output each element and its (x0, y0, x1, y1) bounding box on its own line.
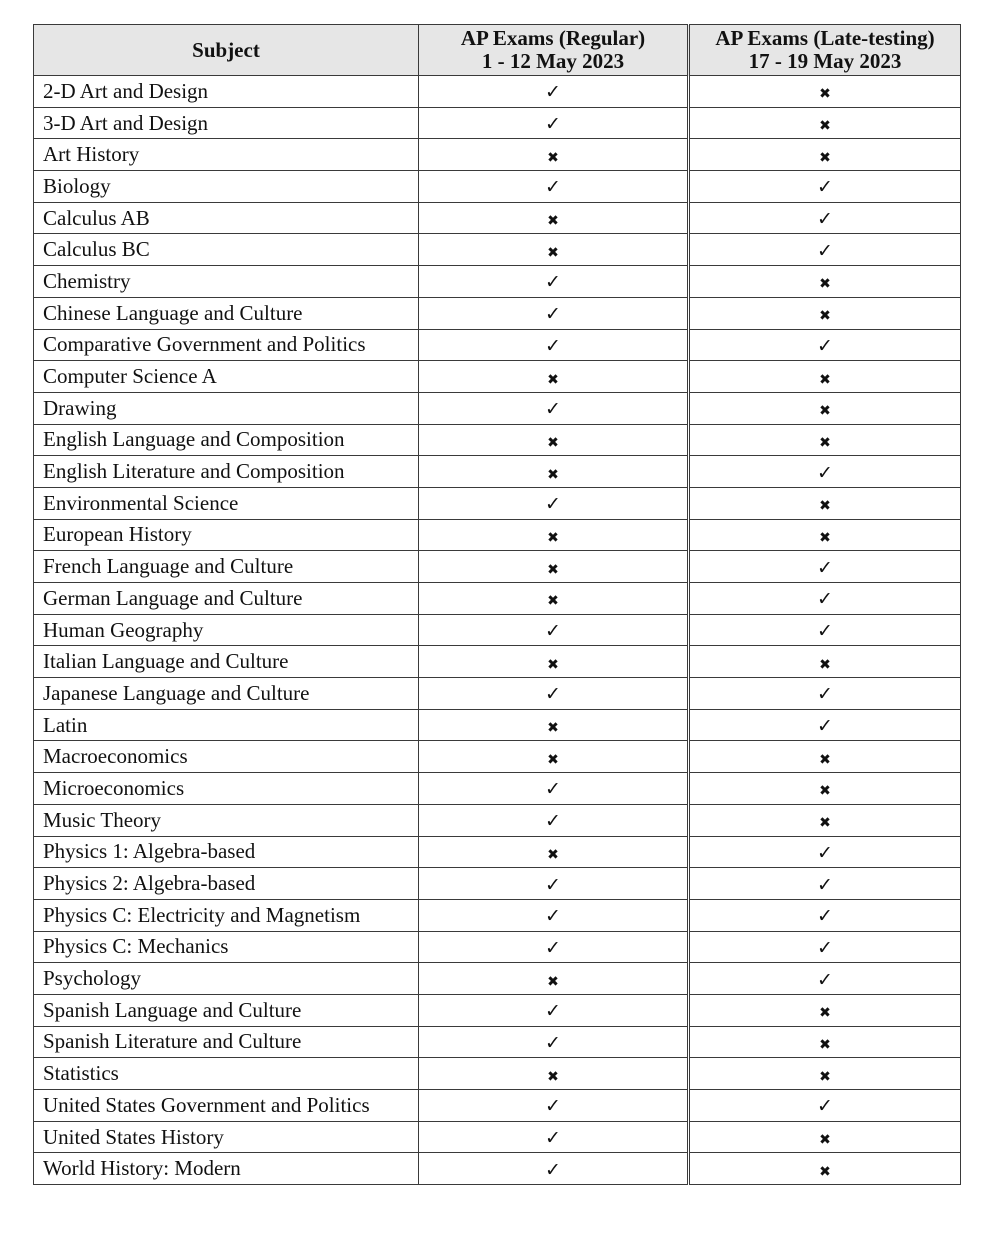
regular-availability-cell (419, 1121, 689, 1153)
regular-availability-cell (419, 107, 689, 139)
checkmark-icon: ✓ (545, 905, 561, 928)
late-availability-cell (689, 297, 961, 329)
cross-icon: ✖ (547, 213, 559, 230)
table-row (34, 709, 961, 741)
regular-availability-cell (419, 519, 689, 551)
cross-icon: ✖ (819, 751, 831, 768)
cross-icon: ✖ (547, 751, 559, 768)
regular-availability-cell (419, 551, 689, 583)
regular-availability-cell (419, 646, 689, 678)
cross-icon: ✖ (547, 593, 559, 610)
regular-availability-cell (419, 297, 689, 329)
regular-availability-cell (419, 963, 689, 995)
checkmark-icon: ✓ (817, 239, 833, 262)
table-row (34, 76, 961, 108)
late-availability-cell (689, 741, 961, 773)
header-row (34, 25, 961, 76)
cross-icon: ✖ (819, 403, 831, 420)
cross-icon: ✖ (547, 149, 559, 166)
subject-cell: United States History (34, 1121, 419, 1153)
regular-availability-cell (419, 614, 689, 646)
table-row (34, 773, 961, 805)
checkmark-icon: ✓ (545, 1000, 561, 1023)
cross-icon: ✖ (819, 1005, 831, 1022)
table-row (34, 836, 961, 868)
late-availability-cell (689, 678, 961, 710)
checkmark-icon: ✓ (545, 176, 561, 199)
table-row (34, 107, 961, 139)
checkmark-icon: ✓ (545, 1031, 561, 1054)
checkmark-icon: ✓ (817, 841, 833, 864)
cross-icon: ✖ (547, 466, 559, 483)
subject-cell: English Language and Composition (34, 424, 419, 456)
table-row (34, 646, 961, 678)
cross-icon: ✖ (819, 656, 831, 673)
regular-availability-cell (419, 424, 689, 456)
checkmark-icon: ✓ (545, 334, 561, 357)
late-availability-cell (689, 487, 961, 519)
checkmark-icon: ✓ (817, 556, 833, 579)
cross-icon: ✖ (819, 498, 831, 515)
late-availability-cell (689, 1121, 961, 1153)
subject-cell: European History (34, 519, 419, 551)
late-availability-cell (689, 456, 961, 488)
cross-icon: ✖ (819, 1163, 831, 1180)
regular-availability-cell (419, 709, 689, 741)
late-availability-cell (689, 266, 961, 298)
subject-cell: Physics C: Mechanics (34, 931, 419, 963)
checkmark-icon: ✓ (545, 398, 561, 421)
checkmark-icon: ✓ (817, 208, 833, 231)
table-row (34, 456, 961, 488)
cross-icon: ✖ (819, 434, 831, 451)
checkmark-icon: ✓ (545, 271, 561, 294)
subject-cell: Comparative Government and Politics (34, 329, 419, 361)
regular-availability-cell (419, 1058, 689, 1090)
late-availability-cell (689, 994, 961, 1026)
late-availability-cell (689, 836, 961, 868)
table-body (34, 76, 961, 1185)
subject-cell: Japanese Language and Culture (34, 678, 419, 710)
table-row (34, 931, 961, 963)
checkmark-icon: ✓ (817, 715, 833, 738)
subject-cell: Environmental Science (34, 487, 419, 519)
regular-availability-cell (419, 868, 689, 900)
cross-icon: ✖ (547, 973, 559, 990)
table-row (34, 329, 961, 361)
checkmark-icon: ✓ (545, 1095, 561, 1118)
regular-availability-cell (419, 931, 689, 963)
late-availability-cell (689, 1153, 961, 1185)
late-availability-cell (689, 899, 961, 931)
subject-cell: Latin (34, 709, 419, 741)
subject-cell: French Language and Culture (34, 551, 419, 583)
regular-availability-cell (419, 1090, 689, 1122)
checkmark-icon: ✓ (817, 905, 833, 928)
header-regular (419, 25, 689, 76)
cross-icon: ✖ (819, 1132, 831, 1149)
regular-availability-cell (419, 234, 689, 266)
late-availability-cell (689, 392, 961, 424)
checkmark-icon: ✓ (817, 176, 833, 199)
cross-icon: ✖ (819, 308, 831, 325)
subject-cell: 2-D Art and Design (34, 76, 419, 108)
regular-availability-cell (419, 139, 689, 171)
cross-icon: ✖ (547, 244, 559, 261)
subject-cell: Chemistry (34, 266, 419, 298)
subject-cell: English Literature and Composition (34, 456, 419, 488)
late-availability-cell (689, 583, 961, 615)
subject-cell: Human Geography (34, 614, 419, 646)
subject-cell: Spanish Literature and Culture (34, 1026, 419, 1058)
regular-availability-cell (419, 773, 689, 805)
header-late-dates: 17 - 19 May 2023 (748, 49, 902, 73)
cross-icon: ✖ (819, 276, 831, 293)
subject-cell: Computer Science A (34, 361, 419, 393)
subject-cell: Art History (34, 139, 419, 171)
checkmark-icon: ✓ (817, 968, 833, 991)
late-availability-cell (689, 202, 961, 234)
cross-icon: ✖ (819, 371, 831, 388)
table-row (34, 899, 961, 931)
checkmark-icon: ✓ (545, 778, 561, 801)
table-row (34, 994, 961, 1026)
checkmark-icon: ✓ (545, 1158, 561, 1181)
cross-icon: ✖ (819, 1036, 831, 1053)
late-availability-cell (689, 139, 961, 171)
checkmark-icon: ✓ (545, 1127, 561, 1150)
regular-availability-cell (419, 1153, 689, 1185)
cross-icon: ✖ (547, 1068, 559, 1085)
late-availability-cell (689, 329, 961, 361)
cross-icon: ✖ (819, 815, 831, 832)
regular-availability-cell (419, 76, 689, 108)
cross-icon: ✖ (547, 720, 559, 737)
header-late-title: AP Exams (Late-testing) (715, 26, 935, 50)
ap-exam-schedule-table (33, 24, 961, 1185)
checkmark-icon: ✓ (817, 683, 833, 706)
table-row (34, 614, 961, 646)
late-availability-cell (689, 868, 961, 900)
regular-availability-cell (419, 487, 689, 519)
subject-cell: Physics 1: Algebra-based (34, 836, 419, 868)
table-row (34, 487, 961, 519)
late-availability-cell (689, 773, 961, 805)
late-availability-cell (689, 963, 961, 995)
header-subject: Subject (34, 25, 419, 76)
checkmark-icon: ✓ (817, 620, 833, 643)
regular-availability-cell (419, 266, 689, 298)
table-row (34, 519, 961, 551)
late-availability-cell (689, 361, 961, 393)
checkmark-icon: ✓ (817, 588, 833, 611)
late-availability-cell (689, 107, 961, 139)
subject-cell: 3-D Art and Design (34, 107, 419, 139)
cross-icon: ✖ (547, 434, 559, 451)
subject-cell: Physics 2: Algebra-based (34, 868, 419, 900)
late-availability-cell (689, 1026, 961, 1058)
subject-cell: Biology (34, 171, 419, 203)
regular-availability-cell (419, 804, 689, 836)
checkmark-icon: ✓ (545, 936, 561, 959)
late-availability-cell (689, 709, 961, 741)
checkmark-icon: ✓ (545, 493, 561, 516)
checkmark-icon: ✓ (817, 334, 833, 357)
late-availability-cell (689, 424, 961, 456)
cross-icon: ✖ (819, 783, 831, 800)
checkmark-icon: ✓ (545, 683, 561, 706)
table-row (34, 741, 961, 773)
late-availability-cell (689, 1058, 961, 1090)
regular-availability-cell (419, 329, 689, 361)
late-availability-cell (689, 1090, 961, 1122)
checkmark-icon: ✓ (545, 620, 561, 643)
subject-cell: Statistics (34, 1058, 419, 1090)
regular-availability-cell (419, 456, 689, 488)
regular-availability-cell (419, 836, 689, 868)
table-row (34, 202, 961, 234)
table-row (34, 1153, 961, 1185)
late-availability-cell (689, 551, 961, 583)
cross-icon: ✖ (547, 656, 559, 673)
subject-cell: Chinese Language and Culture (34, 297, 419, 329)
table-row (34, 361, 961, 393)
table-row (34, 392, 961, 424)
cross-icon: ✖ (547, 846, 559, 863)
late-availability-cell (689, 76, 961, 108)
regular-availability-cell (419, 392, 689, 424)
cross-icon: ✖ (819, 118, 831, 135)
late-availability-cell (689, 519, 961, 551)
checkmark-icon: ✓ (817, 873, 833, 896)
regular-availability-cell (419, 361, 689, 393)
header-late (689, 25, 961, 76)
subject-cell: Spanish Language and Culture (34, 994, 419, 1026)
subject-cell: Music Theory (34, 804, 419, 836)
table-row (34, 963, 961, 995)
late-availability-cell (689, 804, 961, 836)
subject-cell: World History: Modern (34, 1153, 419, 1185)
cross-icon: ✖ (819, 1068, 831, 1085)
subject-cell: Calculus AB (34, 202, 419, 234)
table-row (34, 266, 961, 298)
checkmark-icon: ✓ (545, 303, 561, 326)
late-availability-cell (689, 234, 961, 266)
table-row (34, 424, 961, 456)
table-row (34, 678, 961, 710)
table-row (34, 1026, 961, 1058)
subject-cell: Calculus BC (34, 234, 419, 266)
subject-cell: Macroeconomics (34, 741, 419, 773)
header-regular-title: AP Exams (Regular) (460, 26, 646, 50)
table-row (34, 804, 961, 836)
table-row (34, 297, 961, 329)
cross-icon: ✖ (819, 86, 831, 103)
checkmark-icon: ✓ (817, 936, 833, 959)
regular-availability-cell (419, 741, 689, 773)
checkmark-icon: ✓ (545, 810, 561, 833)
checkmark-icon: ✓ (817, 1095, 833, 1118)
table-row (34, 583, 961, 615)
subject-cell: Psychology (34, 963, 419, 995)
table-row (34, 1121, 961, 1153)
regular-availability-cell (419, 899, 689, 931)
cross-icon: ✖ (547, 561, 559, 578)
cross-icon: ✖ (547, 371, 559, 388)
table-row (34, 234, 961, 266)
late-availability-cell (689, 171, 961, 203)
subject-cell: German Language and Culture (34, 583, 419, 615)
regular-availability-cell (419, 1026, 689, 1058)
cross-icon: ✖ (819, 529, 831, 546)
checkmark-icon: ✓ (545, 113, 561, 136)
late-availability-cell (689, 646, 961, 678)
subject-cell: Drawing (34, 392, 419, 424)
table-row (34, 1090, 961, 1122)
cross-icon: ✖ (819, 149, 831, 166)
header-regular-dates: 1 - 12 May 2023 (481, 49, 625, 73)
late-availability-cell (689, 931, 961, 963)
table-row (34, 171, 961, 203)
cross-icon: ✖ (547, 529, 559, 546)
checkmark-icon: ✓ (545, 873, 561, 896)
regular-availability-cell (419, 678, 689, 710)
subject-cell: Physics C: Electricity and Magnetism (34, 899, 419, 931)
regular-availability-cell (419, 202, 689, 234)
late-availability-cell (689, 614, 961, 646)
table-row (34, 1058, 961, 1090)
table-row (34, 139, 961, 171)
subject-cell: United States Government and Politics (34, 1090, 419, 1122)
table-row (34, 868, 961, 900)
regular-availability-cell (419, 994, 689, 1026)
subject-cell: Microeconomics (34, 773, 419, 805)
subject-cell: Italian Language and Culture (34, 646, 419, 678)
regular-availability-cell (419, 171, 689, 203)
checkmark-icon: ✓ (545, 81, 561, 104)
regular-availability-cell (419, 583, 689, 615)
table-row (34, 551, 961, 583)
checkmark-icon: ✓ (817, 461, 833, 484)
